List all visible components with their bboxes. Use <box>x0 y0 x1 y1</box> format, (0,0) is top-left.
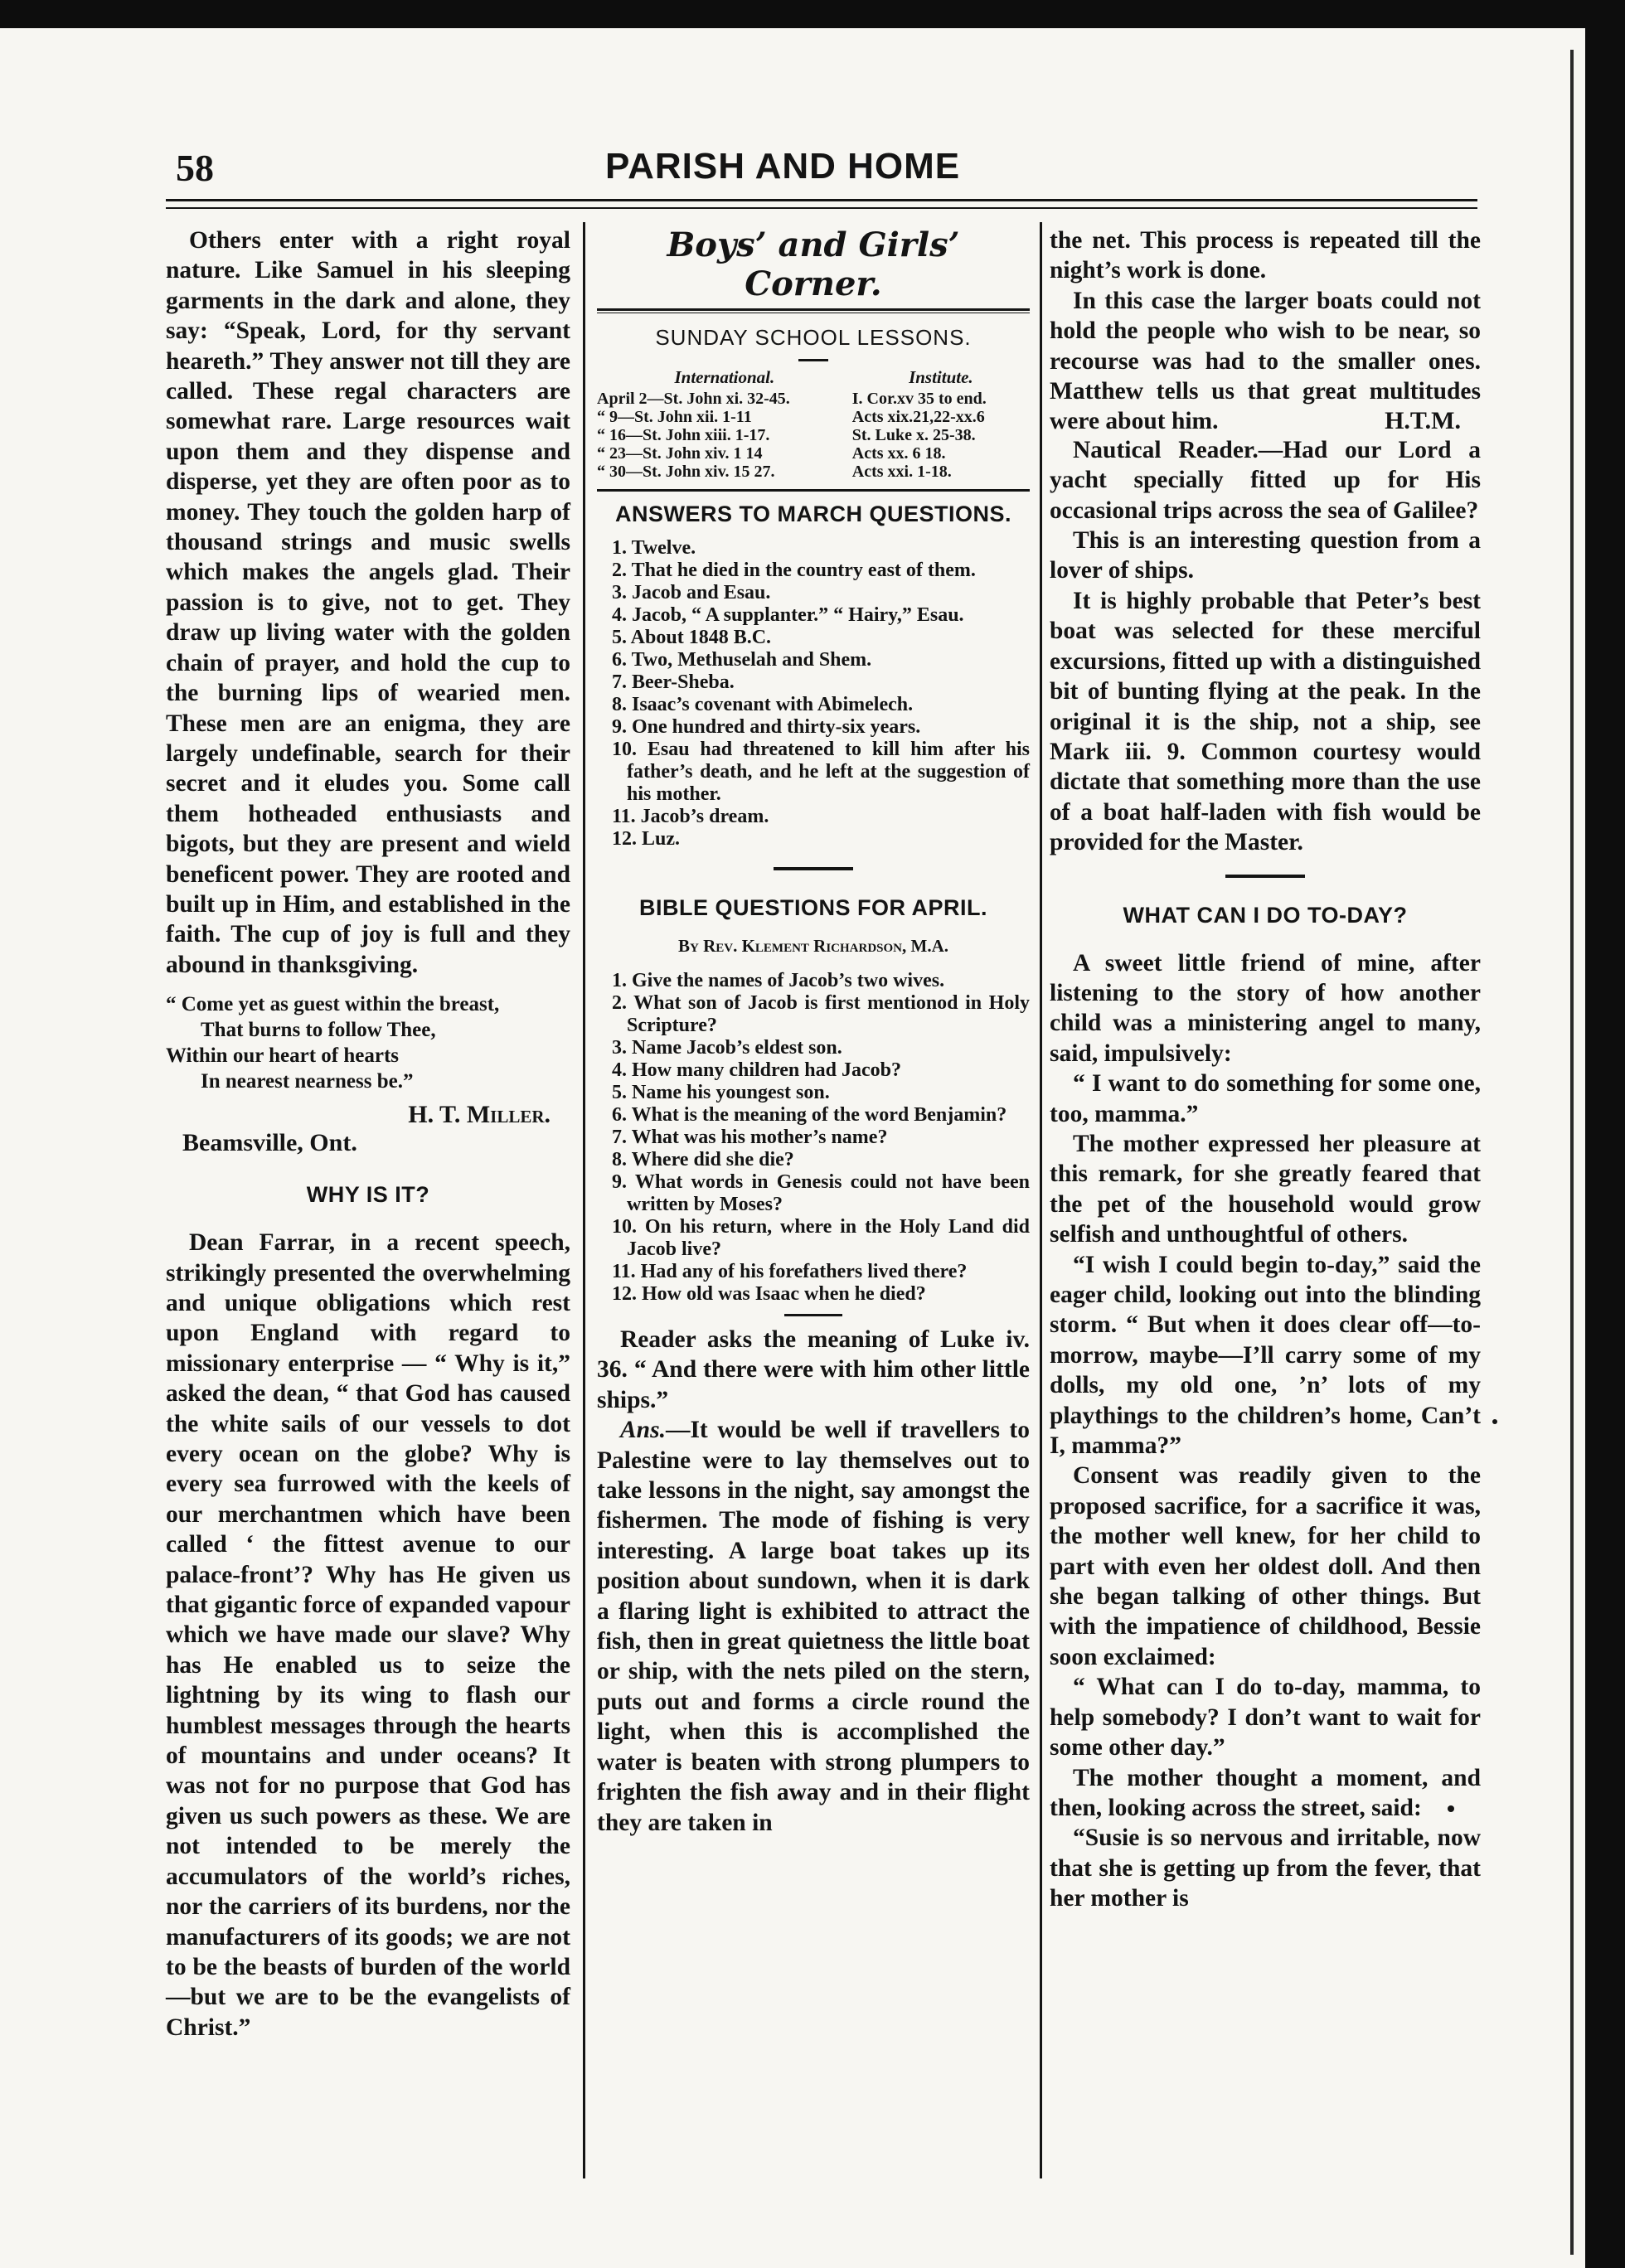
paragraph: “ What can I do to-day, mamma, to help somebody? I don’t want to wait for some other day.” <box>1050 1674 1481 1762</box>
author-initials: H.T.M. <box>1385 406 1461 434</box>
section-rule <box>597 489 1030 492</box>
header-rule-thin <box>166 207 1477 209</box>
section-heading-what-can-i-do: WHAT CAN I DO TO-DAY? <box>1123 902 1408 928</box>
paragraph: Reader asks the meaning of Luke iv. 36. “ And there were with him other little ships.” <box>597 1326 1030 1413</box>
corner-rule <box>597 308 1030 311</box>
list-item: 9. What words in Genesis could not have been written by Moses? <box>612 1171 1030 1215</box>
column-left <box>166 225 570 2043</box>
list-item: 8. Isaac’s covenant with Abimelech. <box>612 694 914 715</box>
poem-quote <box>166 991 570 1094</box>
paragraph: “I wish I could begin to-day,” said the eager child, looking out into the blinding storm. “ But when it does clear off—to-morrow, maybe—I’ll carry some of my dolls, my old one, ’n’ lots of my playthings to the children’s home, Can’t I, mamma?” <box>1050 1251 1481 1460</box>
lessons-table <box>597 368 1030 481</box>
header-rule <box>166 199 1477 201</box>
list-item: 10. On his return, where in the Holy Land did Jacob live? <box>612 1216 1030 1260</box>
list-item: 1. Twelve. <box>612 537 696 559</box>
list-item: 7. What was his mother’s name? <box>612 1127 888 1148</box>
lesson-cell: Acts xix.21,22-xx.6 <box>851 408 985 426</box>
lesson-cell: Acts xx. 6 18. <box>851 444 946 463</box>
table-row <box>597 463 1030 481</box>
paragraph <box>597 1415 1030 1838</box>
scan-right-edge <box>1585 0 1625 2268</box>
paragraph: The mother expressed her pleasure at this remark, for she greatly feared that the pet of the household would grow selfish and unthoughtful of others. <box>1050 1130 1481 1248</box>
lessons-header: Institute. <box>909 367 973 387</box>
answer-text: —It would be well if travellers to Palestine were to lay themselves out to take lessons in the night, say amongst the fishermen. The mode of fishing is very interesting. A large boat takes up its position about sundown, when it is dark a flaring light is exhibited to attract the fish, then in great quietness the little boat or ship, with the nets piled on the stern, puts out and forms a circle round the light, when this is accomplished the water is beaten with strong plumpers to frighten the fish away and in their flight they are taken in <box>597 1417 1030 1836</box>
poem-line: In nearest nearness be.” <box>201 1070 414 1093</box>
questions-list <box>597 970 1030 1306</box>
list-item: 3. Jacob and Esau. <box>612 582 771 603</box>
scan-right-line <box>1570 50 1574 2255</box>
list-item: 8. Where did she die? <box>612 1149 794 1170</box>
table-row <box>597 408 1030 426</box>
paragraph: It is highly probable that Peter’s best boat was selected for these merciful excursions, fitted up with a distinguished bit of bunting flying at the peak. In the original it is the ship, not a ship, see Mark iii. 9. Common courtesy would dictate that something more than the use of a boat half-laden with fish would be provided for the Master. <box>1050 587 1481 856</box>
table-row <box>597 390 1030 408</box>
lesson-cell: “ 9—St. John xii. 1-11 <box>597 408 752 426</box>
paragraph: Consent was readily given to the proposed sacrifice, for a sacrifice it was, the mother well knew, for her child to part with even her oldest doll. And then she began talking of other things. But with the impatience of childhood, Bessie soon exclaimed: <box>1050 1462 1481 1670</box>
paragraph: A sweet little friend of mine, after listening to the story of how another child was a ministering angel to many, said, impulsively: <box>1050 949 1481 1067</box>
ink-speck <box>1448 1805 1454 1812</box>
list-item: 7. Beer-Sheba. <box>612 671 735 693</box>
lesson-cell: “ 16—St. John xiii. 1-17. <box>597 426 770 444</box>
list-item: 9. One hundred and thirty-six years. <box>612 716 921 738</box>
paragraph: In this case the larger boats could not hold the people who wish to be near, so recourse was had to the smaller ones. Matthew tells us that great multitudes were about him. <box>1050 287 1481 435</box>
table-row <box>597 444 1030 463</box>
page-number: 58 <box>176 147 214 189</box>
lesson-cell: St. Luke x. 25-38. <box>851 426 976 444</box>
dash-rule <box>798 359 828 361</box>
poem-line: That burns to follow Thee, <box>201 1019 436 1042</box>
column-right <box>1050 225 1481 1914</box>
answers-list <box>597 537 1030 850</box>
section-heading-answers: ANSWERS TO MARCH QUESTIONS. <box>614 502 1012 526</box>
author-signature: H. T. Miller. <box>408 1101 551 1129</box>
list-item: 12. How old was Isaac when he died? <box>612 1283 926 1305</box>
poem-line: “ Come yet as guest within the breast, <box>166 993 500 1016</box>
list-item: 4. Jacob, “ A supplanter.” “ Hairy,” Esau. <box>612 604 964 626</box>
section-rule <box>774 867 853 870</box>
section-rule <box>1225 875 1305 878</box>
lesson-cell: I. Cor.xv 35 to end. <box>851 390 987 408</box>
running-head: PARISH AND HOME <box>605 146 961 187</box>
paragraph: the net. This process is repeated till the night’s work is done. <box>1050 227 1481 284</box>
list-item: 4. How many children had Jacob? <box>612 1059 901 1081</box>
lessons-header: International. <box>674 367 775 387</box>
section-heading-why: WHY IS IT? <box>306 1182 430 1208</box>
answer-label: Ans. <box>620 1417 666 1444</box>
list-item: 5. About 1848 B.C. <box>612 627 772 648</box>
column-rule-right <box>1040 222 1042 2178</box>
scan-top-edge <box>0 0 1625 28</box>
list-item: 6. Two, Methuselah and Shem. <box>612 649 872 671</box>
list-item: 12. Luz. <box>612 828 681 850</box>
paragraph: “Susie is so nervous and irritable, now that she is getting up from the fever, that her mother is <box>1050 1825 1481 1912</box>
section-heading-questions: BIBLE QUESTIONS FOR APRIL. <box>638 895 988 920</box>
list-item: 3. Name Jacob’s eldest son. <box>612 1037 842 1059</box>
list-item: 11. Had any of his forefathers lived there? <box>612 1261 968 1282</box>
paragraph: Dean Farrar, in a recent speech, strikingly presented the overwhelming and unique obligations which rest upon England with regard to missionary enterprise — “ Why is it,” asked the dean, “ that God has caused the white sails of our vessels to dot every ocean on the globe? Why is every sea furrowed with the keels of our merchantmen which have been called ‘ the fittest avenue to our palace-front’? Why has He given us that gigantic force of expanded vapour which we have made our slave? Why has He enabled us to seize the lightning by its wing to flash our humblest messages through the hearts of mountains and under oceans? It was not for no purpose that God has given us such powers as these. We are not intended to be merely the accumulators of the world’s riches, nor the carriers of its burdens, nor the manufacturers of its goods; we are not to be the beasts of burden of the world—but we are to be the evangelists of Christ.” <box>166 1229 570 2041</box>
sunday-school-title: SUNDAY SCHOOL LESSONS. <box>655 325 972 350</box>
list-item: 2. That he died in the country east of them. <box>612 560 976 581</box>
lesson-cell: Acts xxi. 1-18. <box>851 463 952 481</box>
paragraph: Nautical Reader.—Had our Lord a yacht specially fitted up for His occasional trips across the sea of Galilee? <box>1050 436 1481 524</box>
lesson-cell: “ 23—St. John xiv. 1 14 <box>597 444 763 463</box>
column-rule-left <box>583 222 585 2178</box>
paragraph: “ I want to do something for some one, too, mamma.” <box>1050 1070 1481 1127</box>
list-item: 10. Esau had threatened to kill him after his father’s death, and he left at the suggestion of his mother. <box>612 739 1030 805</box>
paragraph: This is an interesting question from a lover of ships. <box>1050 527 1481 584</box>
lesson-cell: April 2—St. John xi. 32-45. <box>597 390 790 408</box>
poem-line: Within our heart of hearts <box>166 1044 400 1068</box>
paragraph: The mother thought a moment, and then, looking across the street, said: <box>1050 1764 1481 1821</box>
lesson-cell: “ 30—St. John xiv. 15 27. <box>597 463 775 481</box>
byline: By Rev. Klement Richardson, M.A. <box>677 936 948 956</box>
author-place: Beamsville, Ont. <box>182 1129 357 1157</box>
column-middle <box>597 225 1030 1838</box>
table-row <box>597 426 1030 444</box>
paragraph: Others enter with a right royal nature. Like Samuel in his sleeping garments in the dark and alone, they say: “Speak, Lord, for thy servant heareth.” They answer not till they are called. These regal characters are somewhat rare. Large resources wait upon them and they dispense and disperse, yet they are often poor as to money. They touch the golden harp of thousand strings and music swells which makes the angels glad. Their passion is to give, not to get. They draw up living water with the golden chain of prayer, and hold the cup to the burning lips of wearied men. These men are an enigma, they are largely undefinable, search for their secret and it eludes you. Some call them hotheaded enthusiasts and bigots, but they are present and wield beneficent power. They are rooted and built up in Him, and established in the faith. The cup of joy is full and they abound in thanksgiving. <box>166 227 570 978</box>
list-item: 2. What son of Jacob is first mentionod in Holy Scripture? <box>612 992 1030 1036</box>
ink-speck <box>1492 1419 1497 1424</box>
list-item: 11. Jacob’s dream. <box>612 806 769 827</box>
dash-rule <box>784 1314 842 1316</box>
list-item: 5. Name his youngest son. <box>612 1082 830 1103</box>
list-item: 1. Give the names of Jacob’s two wives. <box>612 970 945 991</box>
list-item: 6. What is the meaning of the word Benjamin? <box>612 1104 1007 1126</box>
corner-title: Boys’ and Girls’ Corner. <box>667 225 960 303</box>
